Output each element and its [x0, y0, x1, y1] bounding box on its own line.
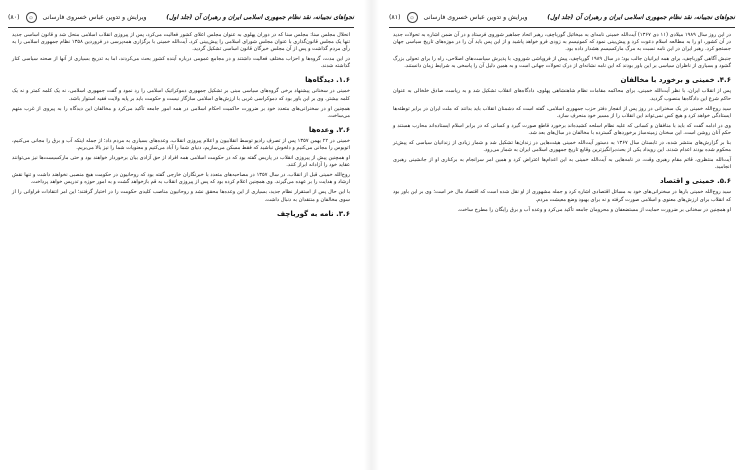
- paragraph: همچنین او در سخنرانی‌های متعدد خود بر ضرورت حاکمیت احکام اسلامی در همه امور جامعه تأکید می‌کرد و مخالفان این دیدگاه را به پیروی از غرب متهم می‌ساخت.: [12, 105, 350, 119]
- section-heading: ۳.۶. نامه به گورباچف: [276, 209, 350, 218]
- section-heading: ۵.۶. خمینی و اقتصاد: [659, 177, 731, 186]
- left-page: [0, 0, 362, 470]
- paragraph: وی در ادامه گفت که باید با منافقان و کسانی که علیه نظام اسلحه کشیده‌اند برخورد قاطع صورت گیرد و کسانی که در برابر اسلام ایستاده‌اند محارب هستند و حکم آنان روشن است. این سخنان زمینه‌ساز برخوردهای گسترده با مخالفان در سال‌های بعد شد.: [393, 122, 731, 136]
- book-gutter: [364, 0, 379, 470]
- emblem-icon: ۞: [26, 12, 37, 23]
- page-number: (۸۰): [8, 13, 20, 21]
- header-rule: [8, 27, 354, 28]
- book-title: نجواهای نجیبانه، نقد نظام جمهوری اسلامی ایران و رهبران آن (جلد اول): [547, 13, 735, 21]
- right-page: [381, 0, 743, 470]
- paragraph: آیت‌الله منتظری، قائم مقام رهبری وقت، در نامه‌هایی به آیت‌الله خمینی به این اعدام‌ها اعتراض کرد و همین امر سرانجام به برکناری او از جانشینی رهبری انجامید.: [393, 157, 731, 171]
- section-heading: ۴.۶. خمینی و برخورد با مخالفان: [620, 76, 731, 85]
- section-heading: ۱.۶. دیدگاه‌ها: [305, 76, 350, 85]
- book-title: نجواهای نجیبانه، نقد نظام جمهوری اسلامی ایران و رهبران آن (جلد اول): [166, 13, 354, 21]
- paragraph: او همچنین پیش از پیروزی انقلاب در پاریس گفته بود که در حکومت اسلامی همه افراد از حق آزادی بیان برخوردار خواهند بود و حتی مارکسیست‌ها نیز می‌توانند عقاید خود را آزادانه ابراز کنند.: [12, 155, 350, 169]
- paragraph: خمینی در ۲۲ بهمن ۱۳۵۷ پس از تصرف رادیو توسط انقلابیون و اعلام پیروزی انقلاب، وعده‌های بسیاری به مردم داد؛ از جمله اینکه آب و برق را مجانی می‌کنیم، اتوبوس را مجانی می‌کنیم و دلخوش نباشید که فقط مسکن می‌سازیم، دنیای شما را آباد می‌کنیم و معنویات شما را نیز بالا می‌بریم.: [12, 137, 351, 151]
- page-number: (۸۱): [389, 13, 401, 21]
- paragraph: او همچنین در سخنانی بر ضرورت حمایت از مستضعفان و محرومان جامعه تأکید می‌کرد و وعده آب و برق رایگان را مطرح ساخت.: [457, 206, 731, 213]
- paragraph: سید روح‌الله خمینی در یک سخنرانی در روز پس از انفجار دفتر حزب جمهوری اسلامی، گفته است که دشمنان انقلاب باید بدانند که ملت ایران در برابر توطئه‌ها ایستادگی خواهد کرد و هیچ کس نمی‌تواند این انقلاب را از مسیر خود منحرف سازد.: [393, 105, 731, 119]
- paragraph: در این مدت، گروه‌ها و احزاب مختلف فعالیت داشتند و در مجامع عمومی درباره آینده کشور بحث می‌کردند، اما به تدریج بسیاری از آنها از صحنه سیاسی کنار گذاشته شدند.: [12, 56, 350, 70]
- paragraph: پس از انقلاب ایران، با نظر آیت‌الله خمینی، برای محاکمه مقامات نظام شاهنشاهی پهلوی، دادگاه‌های انقلاب تشکیل شد و به ریاست صادق خلخالی به عنوان حاکم شرع این دادگاه‌ها منصوب گردید.: [393, 88, 731, 102]
- page-content: [12, 32, 350, 464]
- header-rule: [389, 27, 735, 28]
- paragraph: انحلال مجلس سنا: مجلس سنا که در دوران پهلوی به عنوان مجلس اعلای کشور فعالیت می‌کرد، پس از پیروزی انقلاب اسلامی منحل شد و قانون اساسی جدید تنها یک مجلس قانون‌گذاری با عنوان مجلس شورای اسلامی را پیش‌بینی کرد. آیت‌الله خمینی با برگزاری همه‌پرسی در فروردین ۱۳۵۸ نظام جمهوری اسلامی را به رأی مردم گذاشت و پس از آن مجلس خبرگان قانون اساسی تشکیل گردید.: [12, 32, 350, 53]
- paragraph: با این حال پس از استقرار نظام جدید، بسیاری از این وعده‌ها محقق نشد و روحانیون مناصب کلیدی حکومت را در اختیار گرفتند؛ این امر انتقادات فراوانی را از سوی مخالفان و منتقدان به دنبال داشت.: [12, 189, 350, 203]
- page-header: [389, 9, 735, 25]
- paragraph: بنا بر گزارش‌های منتشر شده، در تابستان سال ۱۳۶۷ به دستور آیت‌الله خمینی هیئت‌هایی در زندان‌ها تشکیل شد و شمار زیادی از زندانیان سیاسی که پیش‌تر محکوم شده بودند اعدام شدند. این رویداد یکی از بحث‌برانگیزترین وقایع تاریخ جمهوری اسلامی ایران به شمار می‌رود.: [393, 140, 731, 154]
- paragraph: در این روز سال ۱۹۸۹ میلادی (۱۱ دی ۱۳۶۷) آیت‌الله خمینی نامه‌ای به میخائیل گورباچف، رهبر اتحاد جماهیر شوروی فرستاد و در آن ضمن اشاره به تحولات جدید در آن کشور، او را به مطالعه اسلام دعوت کرد و پیش‌بینی نمود که کمونیسم به زودی فرو خواهد پاشید و از این پس باید آن را در موزه‌های تاریخ سیاسی جهان جستجو کرد. رهبر ایران در این نامه نسبت به مرگ مارکسیسم هشدار داده بود.: [393, 32, 731, 53]
- page-header: [8, 9, 354, 25]
- section-heading: ۲.۶. وعده‌ها: [308, 125, 350, 134]
- paragraph: خمینی در سخنانی پیشنهاد برخی گروه‌های سیاسی مبنی بر تشکیل جمهوری دموکراتیک اسلامی را رد نمود و گفت جمهوری اسلامی، نه یک کلمه کمتر و نه یک کلمه بیشتر. وی بر این باور بود که دموکراسی غربی با ارزش‌های اسلامی سازگار نیست و حکومت باید بر پایه ولایت فقیه استوار باشد.: [12, 88, 350, 102]
- editor-credit: ویرایش و تدوین عباس خسروی فارسانی: [42, 13, 147, 21]
- editor-credit: ویرایش و تدوین عباس خسروی فارسانی: [423, 13, 528, 21]
- paragraph: جنبش آگاهی گورباچف، برای همه ایرانیان جالب بود؛ در سال ۱۹۸۹ گورباچف، پیش از فروپاشی شوروی، با پذیرش سیاست‌های اصلاحی، راه را برای تحولی بزرگ گشود و بسیاری از ناظران سیاسی بر این باور بودند که این نامه نشانه‌ای از درک تحولات جهانی است و به همین دلیل آن را پاسخی به شرایط زمان دانستند.: [393, 56, 731, 70]
- page-content: [393, 32, 731, 464]
- paragraph: روح‌الله خمینی قبل از انقلاب، در سال ۱۳۵۷ در مصاحبه‌های متعدد با خبرنگاران خارجی گفته بود که روحانیون در حکومت هیچ منصبی نخواهند داشت و تنها نقش ارشاد و هدایت را بر عهده می‌گیرند. وی همچنین اعلام کرده بود که پس از پیروزی انقلاب به قم بازخواهد گشت و به امور حوزه و تدریس خواهد پرداخت.: [12, 172, 350, 186]
- paragraph: سید روح‌الله خمینی بارها در سخنرانی‌های خود به مسائل اقتصادی اشاره کرد و جمله مشهوری از او نقل شده است که اقتصاد مال خر است؛ وی بر این باور بود که انقلاب برای ارزش‌های معنوی و اسلامی صورت گرفته و نه برای بهبود وضع معیشت مردم.: [393, 189, 731, 203]
- emblem-icon: ۞: [407, 12, 418, 23]
